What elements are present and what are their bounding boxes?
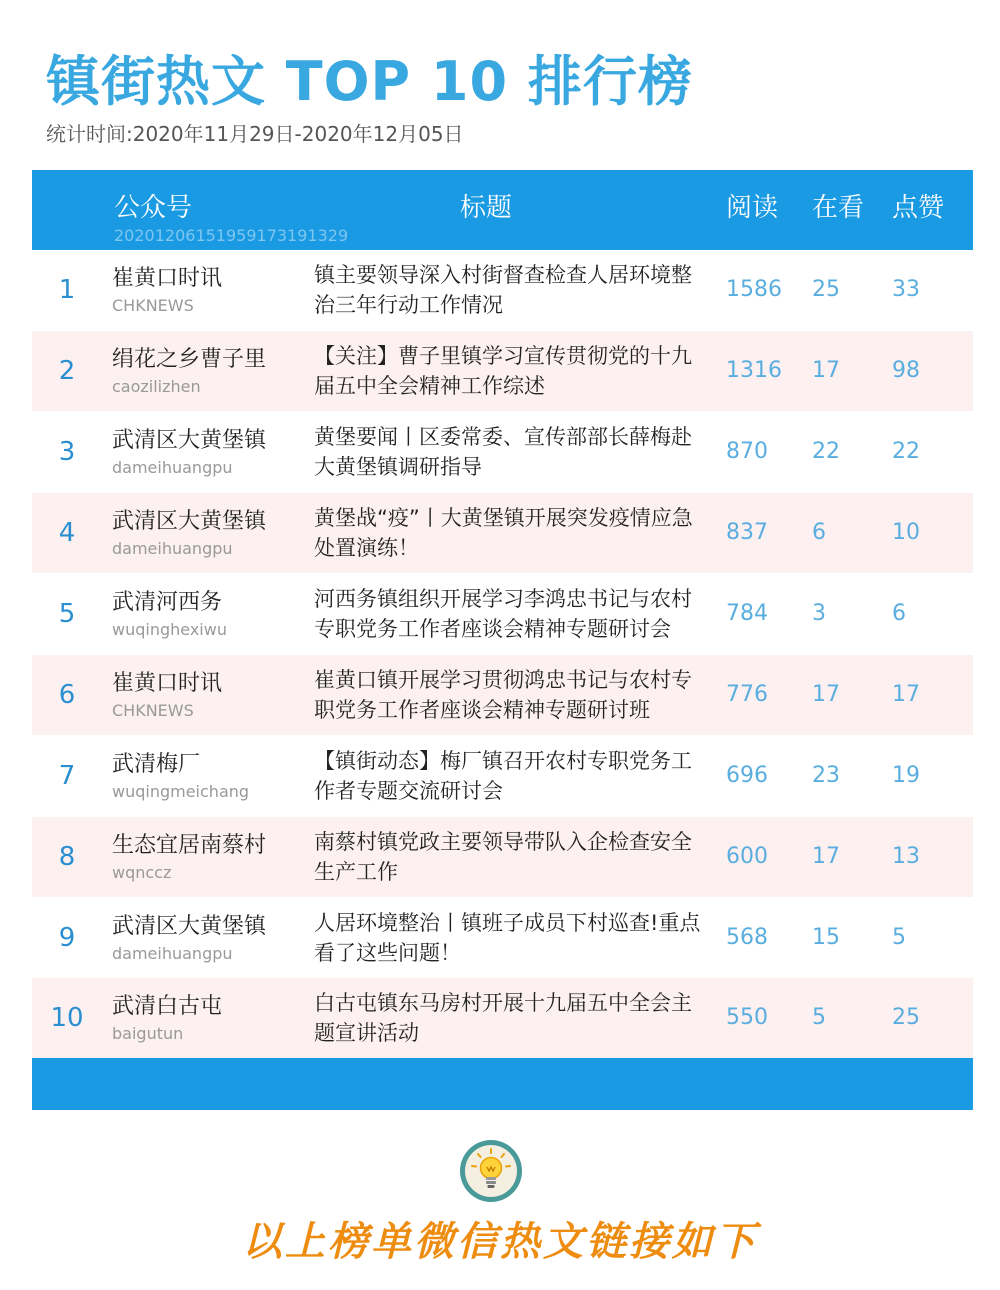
likes: 98	[892, 358, 920, 383]
account-name: 崔黄口时讯	[112, 671, 223, 696]
watching: 17	[812, 358, 840, 383]
account-name: 武清梅厂	[112, 752, 201, 777]
account-id: dameihuangpu	[112, 539, 233, 558]
account-id: dameihuangpu	[112, 944, 233, 963]
reads: 1586	[726, 277, 782, 302]
rank: 5	[58, 599, 76, 629]
reads: 776	[726, 682, 768, 707]
date-range: 统计时间:2020年11月29日-2020年12月05日	[46, 122, 464, 146]
likes: 13	[892, 844, 920, 869]
table-row[interactable]	[32, 978, 973, 1058]
footer-note: 以上榜单微信热文链接如下	[242, 1218, 758, 1265]
rank: 8	[58, 842, 76, 872]
likes: 10	[892, 520, 920, 545]
reads: 550	[726, 1005, 768, 1030]
table-row[interactable]	[32, 817, 973, 897]
reads: 1316	[726, 358, 782, 383]
likes: 6	[892, 601, 906, 626]
likes: 5	[892, 925, 906, 950]
table-footer-bar	[32, 1058, 973, 1110]
header-account: 公众号	[114, 193, 193, 223]
table-row[interactable]	[32, 898, 973, 978]
rank: 10	[50, 1003, 84, 1033]
rank: 2	[58, 356, 76, 386]
account-name: 生态宜居南蔡村	[112, 833, 267, 858]
table-row[interactable]	[32, 331, 973, 411]
account-name: 武清区大黄堡镇	[112, 509, 267, 534]
header-reads: 阅读	[726, 193, 779, 223]
article-title[interactable]: 黄堡要闻丨区委常委、宣传部部长薛梅赴大黄堡镇调研指导	[314, 425, 692, 479]
watching: 23	[812, 763, 840, 788]
rank: 9	[58, 923, 76, 953]
watching: 17	[812, 682, 840, 707]
article-title[interactable]: 人居环境整治丨镇班子成员下村巡查!重点看了这些问题！	[314, 911, 701, 965]
header-watching: 在看	[812, 193, 865, 223]
reads: 600	[726, 844, 768, 869]
reads: 696	[726, 763, 768, 788]
reads: 837	[726, 520, 768, 545]
page-title: 镇街热文 TOP 10 排行榜	[46, 50, 693, 113]
account-name: 武清河西务	[112, 590, 223, 615]
table-header	[32, 170, 973, 250]
lightbulb-icon	[458, 1138, 524, 1204]
table-row[interactable]	[32, 736, 973, 816]
reads: 568	[726, 925, 768, 950]
article-title[interactable]: 【镇街动态】梅厂镇召开农村专职党务工作者专题交流研讨会	[314, 749, 692, 803]
article-title[interactable]: 崔黄口镇开展学习贯彻鸿忠书记与农村专职党务工作者座谈会精神专题研讨班	[314, 668, 692, 722]
account-id: CHKNEWS	[112, 701, 194, 720]
account-id: dameihuangpu	[112, 458, 233, 477]
article-title[interactable]: 镇主要领导深入村街督查检查人居环境整治三年行动工作情况	[314, 263, 692, 317]
account-name: 武清区大黄堡镇	[112, 428, 267, 453]
watching: 17	[812, 844, 840, 869]
likes: 22	[892, 439, 920, 464]
account-id: baigutun	[112, 1024, 184, 1043]
watching: 22	[812, 439, 840, 464]
account-id: CHKNEWS	[112, 296, 194, 315]
account-name: 崔黄口时讯	[112, 266, 223, 291]
reads: 870	[726, 439, 768, 464]
account-id: caozilizhen	[112, 377, 201, 396]
article-title[interactable]: 黄堡战“疫”丨大黄堡镇开展突发疫情应急处置演练！	[314, 506, 693, 560]
watching: 3	[812, 601, 826, 626]
article-title[interactable]: 河西务镇组织开展学习李鸿忠书记与农村专职党务工作者座谈会精神专题研讨会	[314, 587, 692, 641]
likes: 19	[892, 763, 920, 788]
article-title[interactable]: 南蔡村镇党政主要领导带队入企检查安全生产工作	[314, 830, 692, 884]
account-id: wqnccz	[112, 863, 172, 882]
watching: 5	[812, 1005, 826, 1030]
watching: 25	[812, 277, 840, 302]
rank: 3	[58, 437, 76, 467]
watching: 6	[812, 520, 826, 545]
table-row[interactable]	[32, 493, 973, 573]
account-id: wuqingmeichang	[112, 782, 250, 801]
header-title: 标题	[460, 193, 513, 223]
rank: 1	[58, 275, 76, 305]
likes: 17	[892, 682, 920, 707]
account-name: 绢花之乡曹子里	[112, 347, 267, 372]
table-row[interactable]	[32, 655, 973, 735]
rank: 4	[58, 518, 76, 548]
rank: 6	[58, 680, 76, 710]
article-title[interactable]: 【关注】曹子里镇学习宣传贯彻党的十九届五中全会精神工作综述	[314, 344, 692, 398]
rank: 7	[58, 761, 76, 791]
likes: 33	[892, 277, 920, 302]
watching: 15	[812, 925, 840, 950]
header-likes: 点赞	[892, 193, 945, 223]
table-row[interactable]	[32, 574, 973, 654]
article-title[interactable]: 白古屯镇东马房村开展十九届五中全会主题宣讲活动	[314, 991, 692, 1045]
account-name: 武清白古屯	[112, 994, 223, 1019]
table-row[interactable]	[32, 250, 973, 330]
header-id: 20201206151959173191329	[114, 226, 349, 245]
account-name: 武清区大黄堡镇	[112, 914, 267, 939]
likes: 25	[892, 1005, 920, 1030]
reads: 784	[726, 601, 768, 626]
account-id: wuqinghexiwu	[112, 620, 227, 639]
table-row[interactable]	[32, 412, 973, 492]
